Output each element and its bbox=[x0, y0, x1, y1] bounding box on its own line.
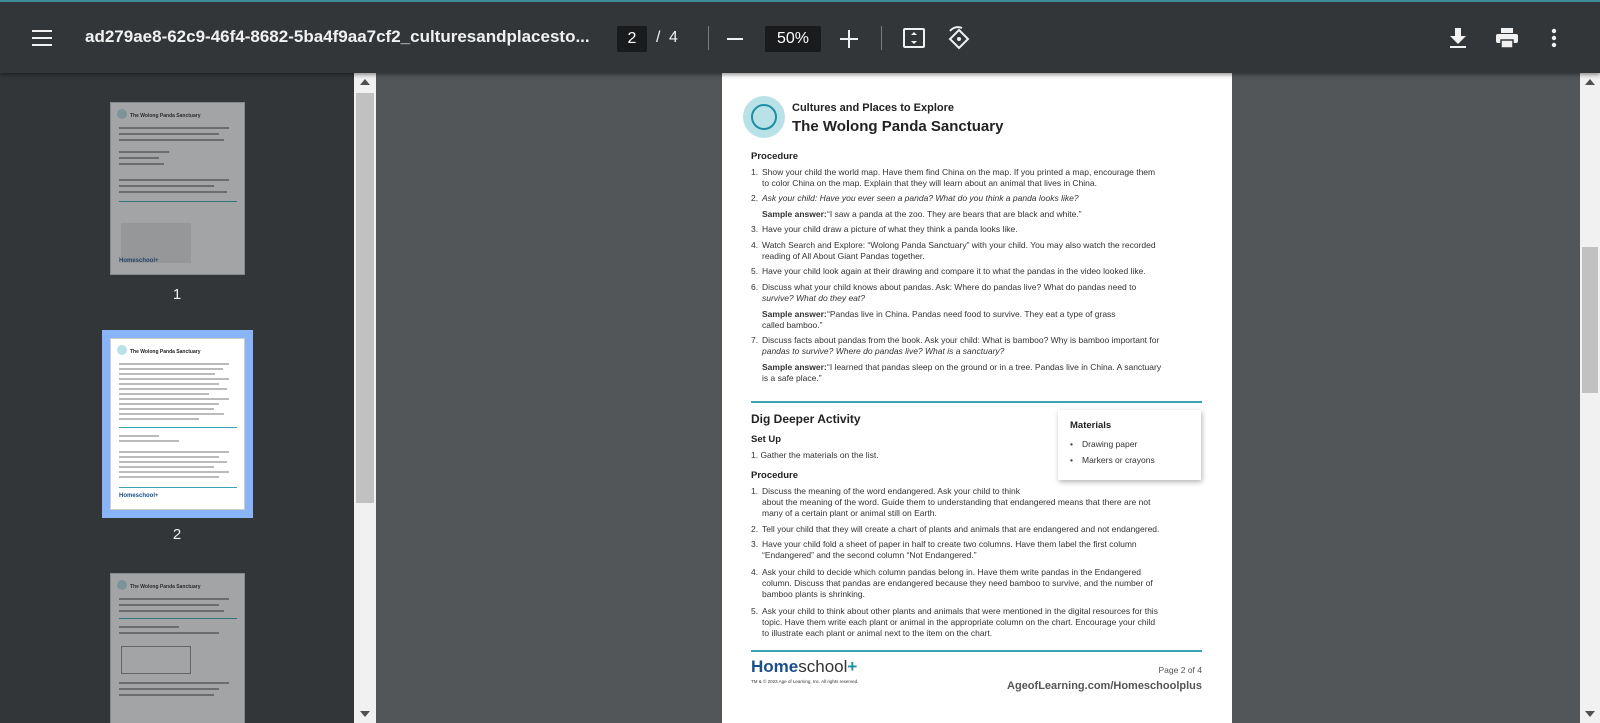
materials-heading: Materials bbox=[1070, 420, 1112, 431]
step-number: 5. bbox=[751, 266, 759, 276]
step-number: 2. bbox=[751, 524, 759, 534]
materials-bullet: • bbox=[1070, 455, 1073, 465]
step-text: bamboo plants is shrinking. bbox=[762, 589, 866, 599]
sidebar-scrollbar-thumb[interactable] bbox=[356, 93, 374, 503]
page-thumbnail[interactable]: The Wolong Panda Sanctuary Homeschool+ bbox=[110, 338, 245, 510]
step-text: “Endangered” and the second column “Not Endangered.” bbox=[762, 550, 977, 560]
sample-answer-label: Sample answer: bbox=[762, 362, 827, 372]
page-label: Page 2 of 4 bbox=[1158, 665, 1202, 675]
page-separator: / bbox=[656, 29, 661, 46]
sample-answer-label: Sample answer: bbox=[762, 209, 827, 219]
step-number: 6. bbox=[751, 282, 759, 292]
setup-step: 1. Gather the materials on the list. bbox=[751, 450, 879, 460]
step-number: 3. bbox=[751, 539, 759, 549]
sample-answer-text: “Pandas live in China. Pandas need food to survive. They eat a type of grass bbox=[827, 309, 1116, 319]
materials-item: Markers or crayons bbox=[1082, 455, 1155, 465]
step-number: 5. bbox=[751, 606, 759, 616]
step-number: 1. bbox=[751, 167, 759, 177]
more-options-icon[interactable] bbox=[1550, 28, 1558, 48]
step-number: 4. bbox=[751, 567, 759, 577]
copyright-text: TM & © 2023 Age of Learning, Inc. All rights reserved. bbox=[751, 679, 859, 684]
step-text: to color China on the map. Explain that they will learn about an animal that lives in China. bbox=[762, 178, 1097, 188]
procedure-heading: Procedure bbox=[751, 151, 798, 162]
step-number: 7. bbox=[751, 335, 759, 345]
step-text: Show your child the world map. Have them find China on the map. If you printed a map, encourage them bbox=[762, 167, 1156, 177]
fit-page-icon[interactable] bbox=[902, 26, 926, 50]
setup-heading: Set Up bbox=[751, 434, 782, 445]
viewer-toolbar bbox=[0, 0, 1600, 73]
logo-school-text: school bbox=[798, 657, 848, 676]
homeschool-plus-logo bbox=[751, 657, 857, 677]
menu-icon[interactable] bbox=[26, 22, 58, 54]
thumbnail-title: The Wolong Panda Sanctuary bbox=[130, 349, 201, 355]
step-text: Have your child look again at their drawing and compare it to what the pandas in the video looked like. bbox=[762, 266, 1146, 276]
step-text: Ask your child to decide which column pandas belong in. Have them write pandas in the Endangered bbox=[762, 567, 1141, 577]
sample-answer-text: “I saw a panda at the zoo. They are bears that are black and white.” bbox=[827, 209, 1082, 219]
page-number-input[interactable]: 2 bbox=[617, 26, 647, 52]
thumbnail-number: 1 bbox=[172, 286, 182, 303]
step-text: survive? What do they eat? bbox=[762, 293, 866, 303]
dig-deeper-heading: Dig Deeper Activity bbox=[751, 412, 861, 426]
logo-ring bbox=[751, 104, 777, 130]
thumbnail-sidebar bbox=[0, 73, 354, 723]
logo-plus-text: + bbox=[847, 657, 858, 676]
footer-url: AgeofLearning.com/Homeschoolplus bbox=[1007, 680, 1202, 692]
step-number: 3. bbox=[751, 224, 759, 234]
zoom-in-icon[interactable] bbox=[840, 30, 858, 48]
page-subtitle: Cultures and Places to Explore bbox=[792, 102, 954, 114]
step-number: 4. bbox=[751, 240, 759, 250]
step-number: 1. bbox=[751, 486, 759, 496]
section-divider bbox=[751, 401, 1202, 403]
step-text: Discuss facts about pandas from the book. Ask your child: What is bamboo? Why is bamboo important for bbox=[762, 335, 1160, 345]
zoom-out-icon[interactable] bbox=[727, 38, 743, 40]
page-thumbnail[interactable] bbox=[110, 573, 245, 723]
sample-answer-text: called bamboo.” bbox=[762, 320, 823, 330]
zoom-level-input[interactable]: 50% bbox=[765, 26, 821, 52]
scroll-down-arrow-icon[interactable] bbox=[360, 711, 370, 717]
dig-procedure-heading: Procedure bbox=[751, 470, 798, 481]
toolbar-divider bbox=[708, 26, 709, 50]
thumbnail-title: The Wolong Panda Sanctuary bbox=[130, 113, 201, 119]
page-total: 4 bbox=[669, 29, 678, 46]
thumbnail-number: 2 bbox=[172, 526, 182, 543]
pdf-page bbox=[722, 73, 1232, 723]
main-scroll-up-arrow-icon[interactable] bbox=[1585, 79, 1595, 85]
download-icon[interactable] bbox=[1447, 26, 1469, 50]
step-text: Discuss what your child knows about pandas. Ask: Where do pandas live? What do pandas need to bbox=[762, 282, 1137, 292]
step-text: Ask your child to think about other plants and animals that were mentioned in the digital resources for this bbox=[762, 606, 1158, 616]
main-scrollbar-thumb[interactable] bbox=[1582, 247, 1598, 393]
step-text: about the meaning of the word. Guide them to understanding that endangered means that there are not bbox=[762, 497, 1151, 507]
step-text: Have your child fold a sheet of paper in half to create two columns. Have them label the first column bbox=[762, 539, 1137, 549]
step-text: many of a certain plant or animal still on Earth. bbox=[762, 508, 937, 518]
step-text: Tell your child that they will create a chart of plants and animals that are endangered and not endangered. bbox=[762, 524, 1160, 534]
toolbar-divider bbox=[881, 26, 882, 50]
step-text: to illustrate each plant or animal next to the item on the chart. bbox=[762, 628, 993, 638]
footer-divider bbox=[751, 650, 1202, 652]
document-title: ad279ae8-62c9-46f4-8682-5ba4f9aa7cf2_culturesandplacesto... bbox=[85, 27, 590, 46]
step-number: 2. bbox=[751, 193, 759, 203]
materials-item: Drawing paper bbox=[1082, 439, 1138, 449]
step-text: Discuss the meaning of the word endangered. Ask your child to think bbox=[762, 486, 1020, 496]
scroll-up-arrow-icon[interactable] bbox=[360, 79, 370, 85]
page-thumbnail[interactable]: The Wolong Panda Sanctuary Homeschool+ bbox=[110, 102, 245, 275]
main-scroll-down-arrow-icon[interactable] bbox=[1585, 711, 1595, 717]
step-text: reading of All About Giant Pandas together. bbox=[762, 251, 925, 261]
materials-box bbox=[1058, 410, 1201, 480]
print-icon[interactable] bbox=[1495, 27, 1519, 49]
sample-answer-text: “I learned that pandas sleep on the ground or in a tree. Pandas live in China. A sanctuary bbox=[827, 362, 1162, 372]
rotate-icon[interactable] bbox=[946, 26, 972, 52]
logo-home-text: Home bbox=[751, 657, 799, 676]
page-title: The Wolong Panda Sanctuary bbox=[792, 118, 1004, 135]
step-text: pandas to survive? Where do pandas live? What is a sanctuary? bbox=[762, 346, 1005, 356]
step-text: Have your child draw a picture of what they think a panda looks like. bbox=[762, 224, 1018, 234]
materials-bullet: • bbox=[1070, 439, 1073, 449]
sample-answer-text: is a safe place.” bbox=[762, 373, 822, 383]
thumbnail-title: The Wolong Panda Sanctuary bbox=[130, 584, 201, 590]
step-text: topic. Have them write each plant or animal in the appropriate column on the chart. Encourage your child bbox=[762, 617, 1156, 627]
main-scrollbar-track[interactable] bbox=[1580, 73, 1600, 723]
step-text: Ask your child: Have you ever seen a panda? What do you think a panda looks like? bbox=[762, 193, 1079, 203]
step-text: column. Discuss that pandas are endangered because they need bamboo to survive, and the number of bbox=[762, 578, 1153, 588]
step-text: Watch Search and Explore: “Wolong Panda Sanctuary” with your child. You may also watch the recorded bbox=[762, 240, 1156, 250]
sample-answer-label: Sample answer: bbox=[762, 309, 827, 319]
